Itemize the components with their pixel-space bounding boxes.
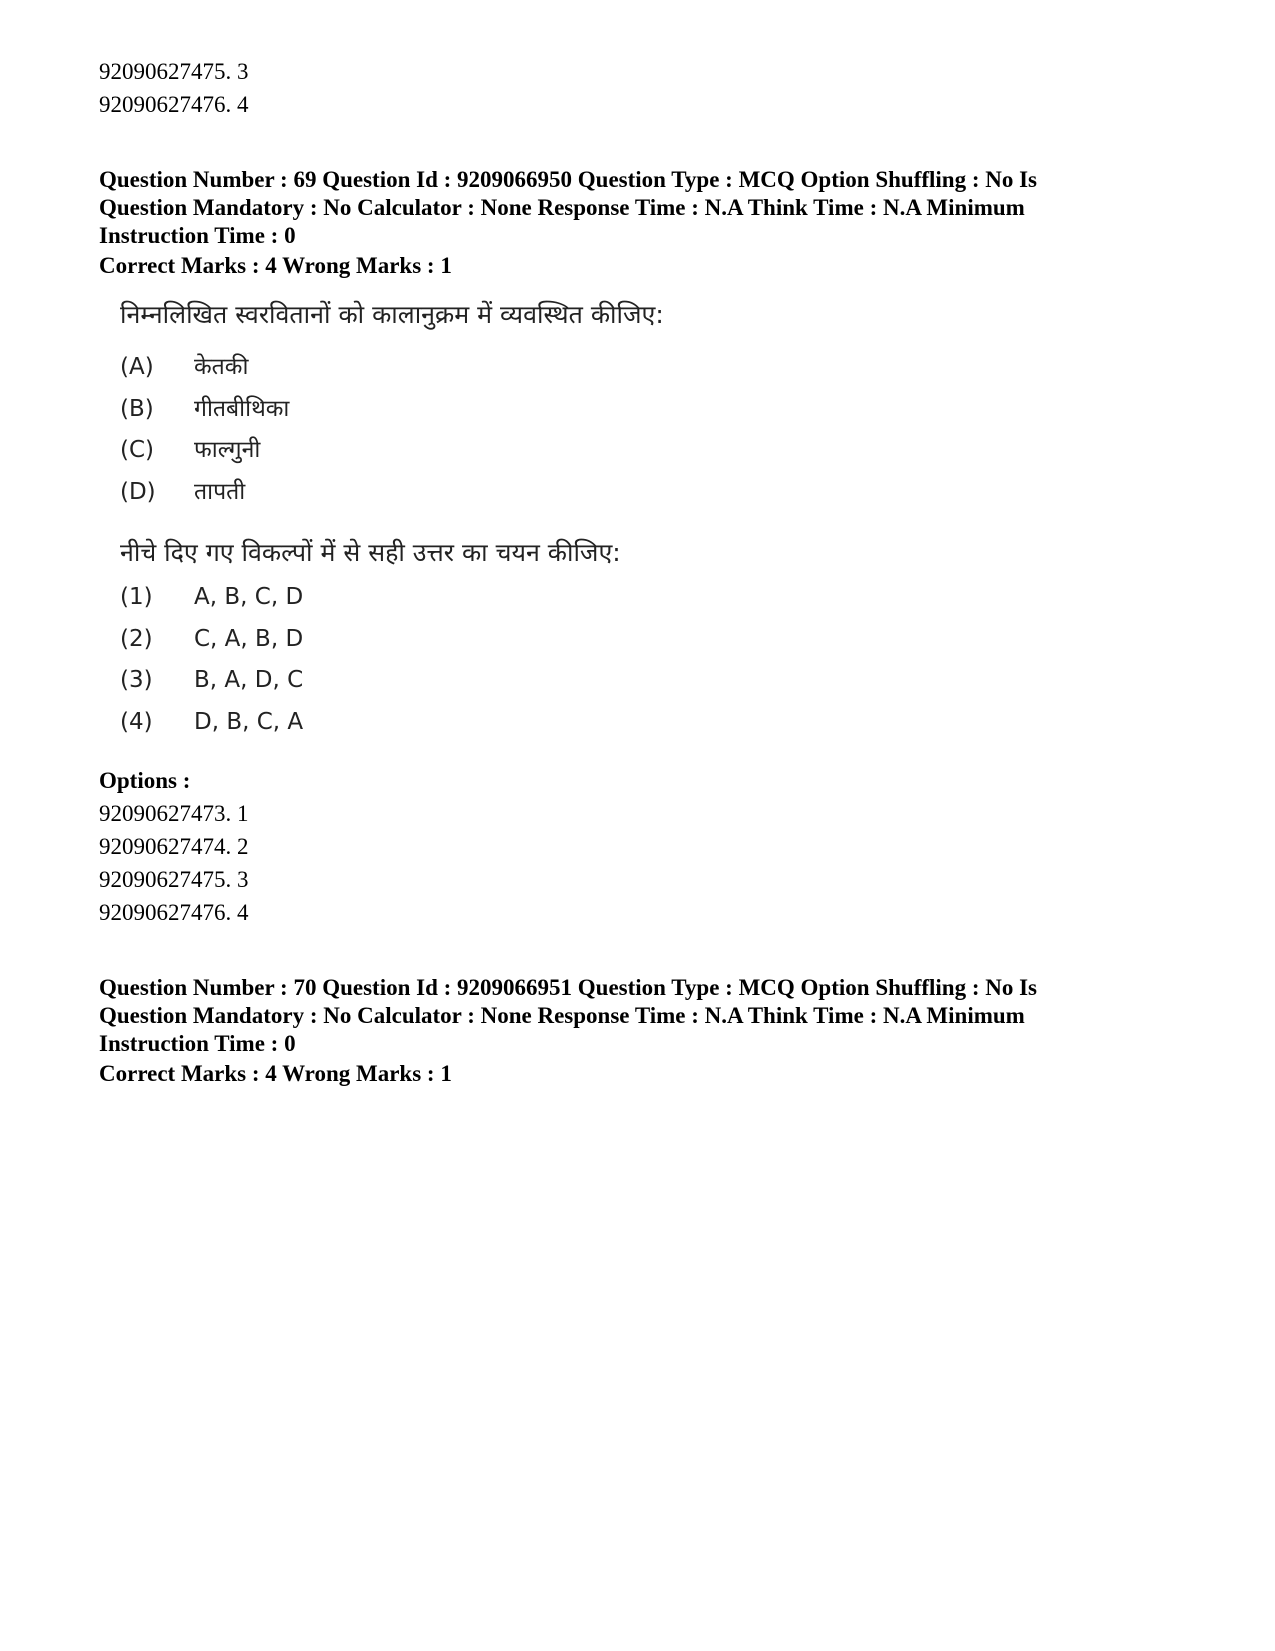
marks-text: Correct Marks : 4 Wrong Marks : 1 <box>99 1061 452 1086</box>
answer-choice <box>120 624 303 654</box>
question-item <box>120 394 289 424</box>
option-line: 92090627474. 2 <box>99 834 249 859</box>
question-item <box>120 435 260 465</box>
question-stem: निम्नलिखित स्वरवितानों को कालानुक्रम में व्यवस्थित कीजिए: <box>120 300 664 329</box>
item-text: फाल्गुनी <box>194 437 261 463</box>
answer-choice <box>120 582 303 612</box>
item-label: (A) <box>120 354 154 380</box>
question-item <box>120 352 248 382</box>
marks-text: Correct Marks : 4 Wrong Marks : 1 <box>99 253 452 278</box>
question-marks <box>99 1060 1199 1088</box>
choose-instruction: नीचे दिए गए विकल्पों में से सही उत्तर का चयन कीजिए: <box>120 538 621 567</box>
item-text: गीतबीथिका <box>194 396 290 422</box>
choice-label: (2) <box>120 626 153 652</box>
item-text: तापती <box>194 479 246 505</box>
item-label: (B) <box>120 396 154 422</box>
question-item <box>120 477 245 507</box>
item-text: केतकी <box>194 354 249 380</box>
question-marks <box>99 252 1199 280</box>
choice-text: A, B, C, D <box>194 584 304 610</box>
option-line: 92090627475. 3 <box>99 867 249 892</box>
question-meta-line: Instruction Time : 0 <box>99 1031 296 1056</box>
choice-label: (3) <box>120 667 153 693</box>
choice-text: C, A, B, D <box>194 626 304 652</box>
question-meta-line: Question Mandatory : No Calculator : None Response Time : N.A Think Time : N.A Minimum <box>99 1003 1025 1028</box>
choice-label: (4) <box>120 709 153 735</box>
option-line: 92090627476. 4 <box>99 92 249 117</box>
option-line: 92090627476. 4 <box>99 900 249 925</box>
question-meta <box>99 166 1199 250</box>
question-meta-line: Question Number : 69 Question Id : 9209066950 Question Type : MCQ Option Shuffling : No Is <box>99 167 1038 192</box>
item-label: (C) <box>120 437 155 463</box>
answer-choice <box>120 665 303 695</box>
question-meta-line: Instruction Time : 0 <box>99 223 296 248</box>
choice-text: B, A, D, C <box>194 667 304 693</box>
options-heading: Options : <box>99 768 191 793</box>
choice-label: (1) <box>120 584 153 610</box>
choice-text: D, B, C, A <box>194 709 304 735</box>
question-meta <box>99 974 1199 1058</box>
item-label: (D) <box>120 479 156 505</box>
option-line: 92090627473. 1 <box>99 801 249 826</box>
option-line: 92090627475. 3 <box>99 59 249 84</box>
question-meta-line: Question Number : 70 Question Id : 9209066951 Question Type : MCQ Option Shuffling : No Is <box>99 975 1038 1000</box>
answer-choice <box>120 707 303 737</box>
question-meta-line: Question Mandatory : No Calculator : None Response Time : N.A Think Time : N.A Minimum <box>99 195 1025 220</box>
